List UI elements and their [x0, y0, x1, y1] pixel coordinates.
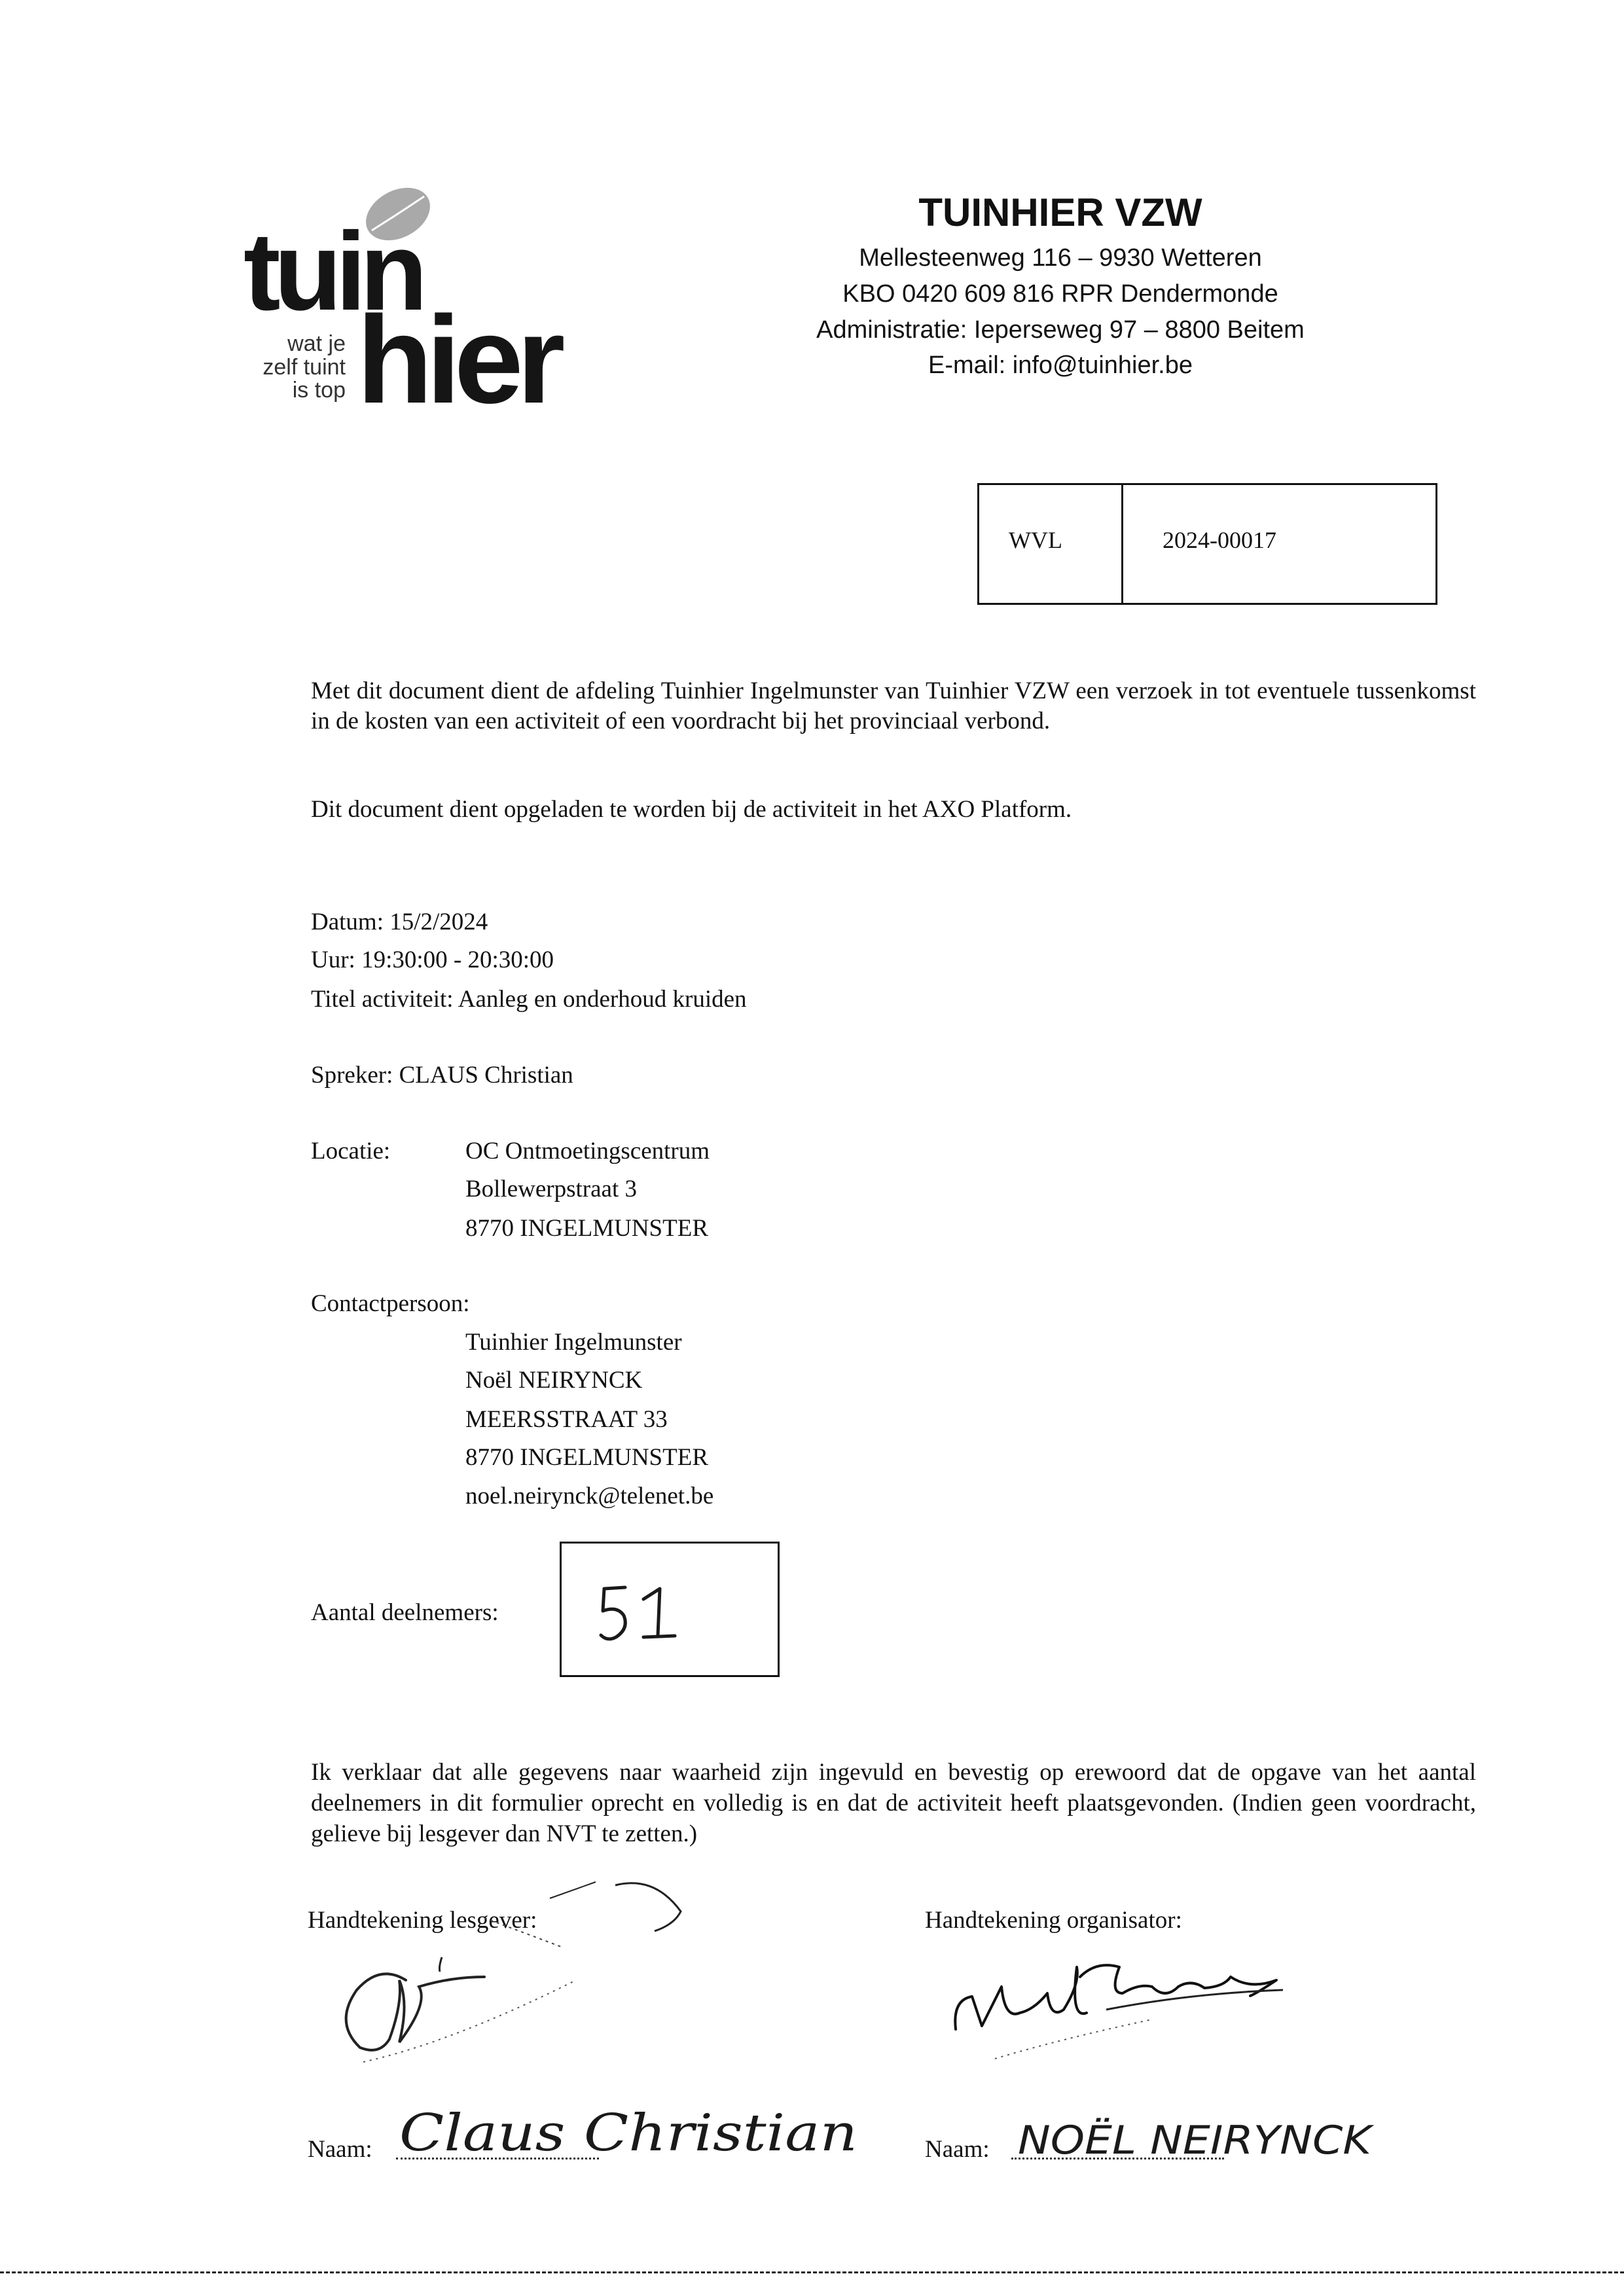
organization-address: Mellesteenweg 116 – 9930 Wetteren — [859, 244, 1262, 272]
activity-time: Uur: 19:30:00 - 20:30:00 — [311, 947, 554, 973]
organizer-name-handwritten — [1018, 2108, 1384, 2167]
svg-text:NOËL NEIRYNCK: NOËL NEIRYNCK — [1018, 2118, 1337, 2163]
reference-divider — [1121, 485, 1123, 603]
participants-box — [560, 1542, 780, 1677]
location-line: Bollewerpstraat 3 — [465, 1176, 637, 1202]
contact-line: Noël NEIRYNCK — [465, 1367, 643, 1394]
declaration: Ik verklaar dat alle gegevens naar waarheid zijn ingevuld en bevestig op erewoord dat de opgave van het aantal deelnemers in dit formulier oprecht en volledig is en dat de activiteit heeft plaatsgevonden. (Indien geen voordracht, gelieve bij lesgever dan NVT te zetten.) — [311, 1759, 1476, 1847]
upload-note: Dit document dient opgeladen te worden bij de activiteit in het AXO Platform. — [311, 796, 1072, 823]
reference-province: WVL — [1009, 527, 1062, 553]
logo-word-tuin: tuin — [244, 209, 422, 334]
teacher-signature-label: Handtekening lesgever: — [308, 1907, 537, 1934]
contact-line: 8770 INGELMUNSTER — [465, 1444, 709, 1471]
activity-speaker: Spreker: CLAUS Christian — [311, 1062, 573, 1089]
organization-administration: Administratie: Ieperseweg 97 – 8800 Beitem — [816, 316, 1305, 344]
activity-date: Datum: 15/2/2024 — [311, 909, 488, 935]
intro-paragraph: Met dit document dient de afdeling Tuinhier Ingelmunster van Tuinhier VZW een verzoek in tot eventuele tussenkomst in de kosten van een activiteit of een voordracht bij het provinciaal verbond. — [311, 678, 1476, 734]
organizer-signature-label: Handtekening organisator: — [925, 1907, 1182, 1934]
logo-word-hier: hier — [357, 291, 559, 429]
location-line: OC Ontmoetingscentrum — [465, 1138, 710, 1165]
organization-name: TUINHIER VZW — [918, 190, 1202, 234]
logo-tagline: wat je zelf tuint is top — [262, 331, 346, 403]
participants-label: Aantal deelnemers: — [311, 1599, 499, 1626]
participants-handwritten-value — [598, 1580, 702, 1652]
location-label: Locatie: — [311, 1138, 391, 1165]
reference-number: 2024-00017 — [1163, 527, 1276, 553]
organizer-signature — [943, 1947, 1316, 2098]
location-line: 8770 INGELMUNSTER — [465, 1215, 709, 1242]
activity-title: Titel activiteit: Aanleg en onderhoud kruiden — [311, 986, 747, 1013]
reference-box — [977, 483, 1437, 605]
scan-edge-line — [0, 2271, 1624, 2273]
contact-line: Tuinhier Ingelmunster — [465, 1329, 682, 1356]
teacher-name-handwritten — [399, 2098, 864, 2170]
svg-text:Claus Christian: Claus Christian — [399, 2104, 857, 2163]
teacher-name-label: Naam: — [308, 2136, 372, 2163]
contact-email: noel.neirynck@telenet.be — [465, 1483, 714, 1509]
organization-registration: KBO 0420 609 816 RPR Dendermonde — [842, 280, 1278, 308]
teacher-signature — [288, 1872, 733, 2088]
contact-label: Contactpersoon: — [311, 1290, 470, 1317]
contact-line: MEERSSTRAAT 33 — [465, 1406, 668, 1433]
organization-email: E-mail: info@tuinhier.be — [928, 352, 1193, 379]
organizer-name-label: Naam: — [925, 2136, 990, 2163]
